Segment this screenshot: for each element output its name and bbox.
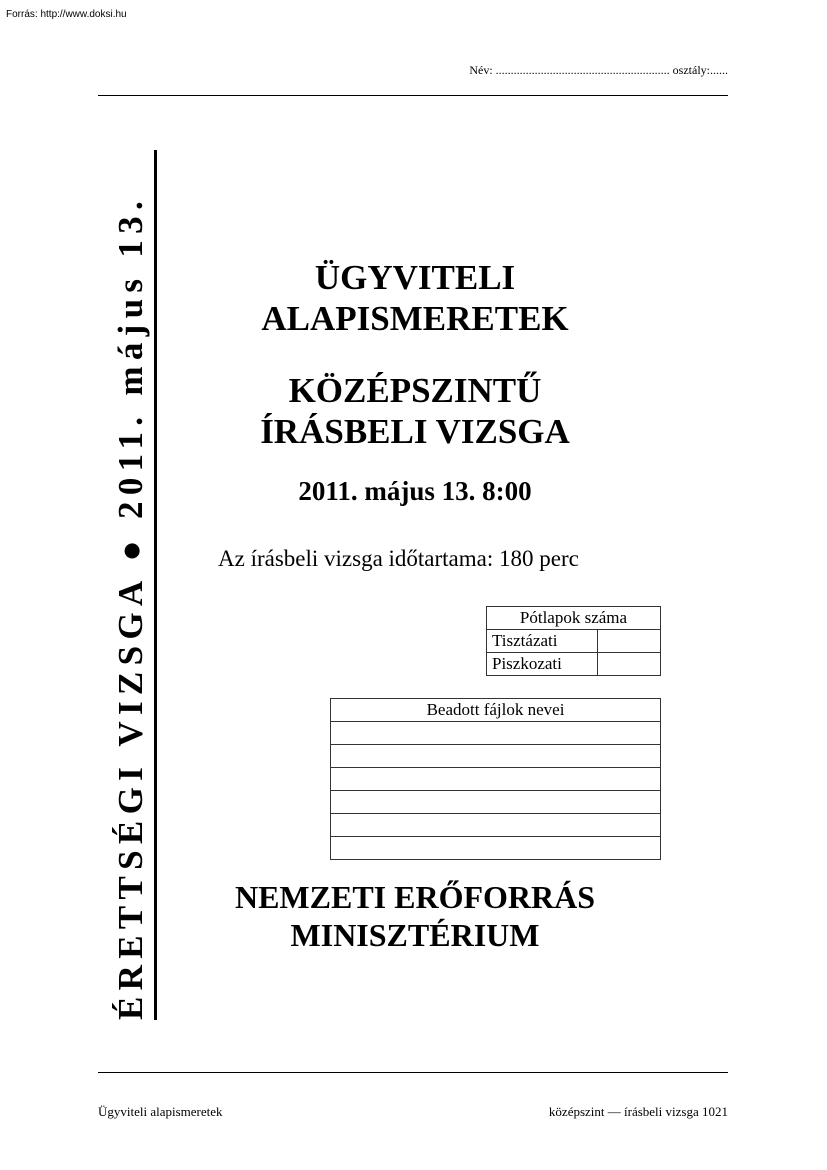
subject-title-line1: ÜGYVITELI — [314, 258, 516, 297]
exam-level-title — [200, 370, 630, 452]
table-row — [331, 837, 661, 860]
submitted-files-header: Beadott fájlok nevei — [331, 699, 661, 722]
file-name-cell[interactable] — [331, 745, 661, 768]
table-row — [331, 814, 661, 837]
file-name-cell[interactable] — [331, 837, 661, 860]
exam-level-line2: ÍRÁSBELI VIZSGA — [260, 412, 570, 451]
name-label: Név: — [469, 63, 493, 77]
file-name-cell[interactable] — [331, 791, 661, 814]
name-class-line — [469, 63, 728, 78]
extra-pages-header: Pótlapok száma — [487, 607, 661, 630]
exam-level-line1: KÖZÉPSZINTŰ — [288, 371, 542, 410]
file-name-cell[interactable] — [331, 814, 661, 837]
class-field[interactable]: osztály:...... — [672, 63, 728, 77]
exam-duration: Az írásbeli vizsga időtartama: 180 perc — [218, 546, 579, 571]
footer-exam-code: középszint — írásbeli vizsga 1021 — [548, 1104, 728, 1119]
ministry-line2: MINISZTÉRIUM — [290, 917, 540, 953]
table-row — [487, 653, 661, 676]
table-row — [331, 745, 661, 768]
extra-pages-table — [486, 606, 661, 676]
extra-pages-value-clean[interactable] — [598, 630, 661, 653]
header-divider — [98, 95, 728, 96]
submitted-files-table — [330, 698, 661, 860]
file-name-cell[interactable] — [331, 722, 661, 745]
footer-divider — [98, 1072, 728, 1073]
table-row — [331, 768, 661, 791]
extra-pages-label-draft: Piszkozati — [487, 653, 598, 676]
extra-pages-label-clean: Tisztázati — [487, 630, 598, 653]
side-exam-title: ÉRETTSÉGI VIZSGA ● 2011. május 13. — [108, 150, 157, 1020]
ministry-name — [200, 878, 630, 954]
table-row — [331, 791, 661, 814]
footer-subject: Ügyviteli alapismeretek — [98, 1104, 223, 1119]
subject-title-line2: ALAPISMERETEK — [261, 299, 569, 338]
subject-title — [200, 257, 630, 339]
source-url: Forrás: http://www.doksi.hu — [6, 9, 127, 20]
name-field[interactable]: .......................................................... — [495, 63, 670, 77]
table-row — [487, 630, 661, 653]
extra-pages-value-draft[interactable] — [598, 653, 661, 676]
table-row — [331, 722, 661, 745]
ministry-line1: NEMZETI ERŐFORRÁS — [234, 879, 596, 915]
file-name-cell[interactable] — [331, 768, 661, 791]
exam-datetime: 2011. május 13. 8:00 — [298, 476, 532, 506]
